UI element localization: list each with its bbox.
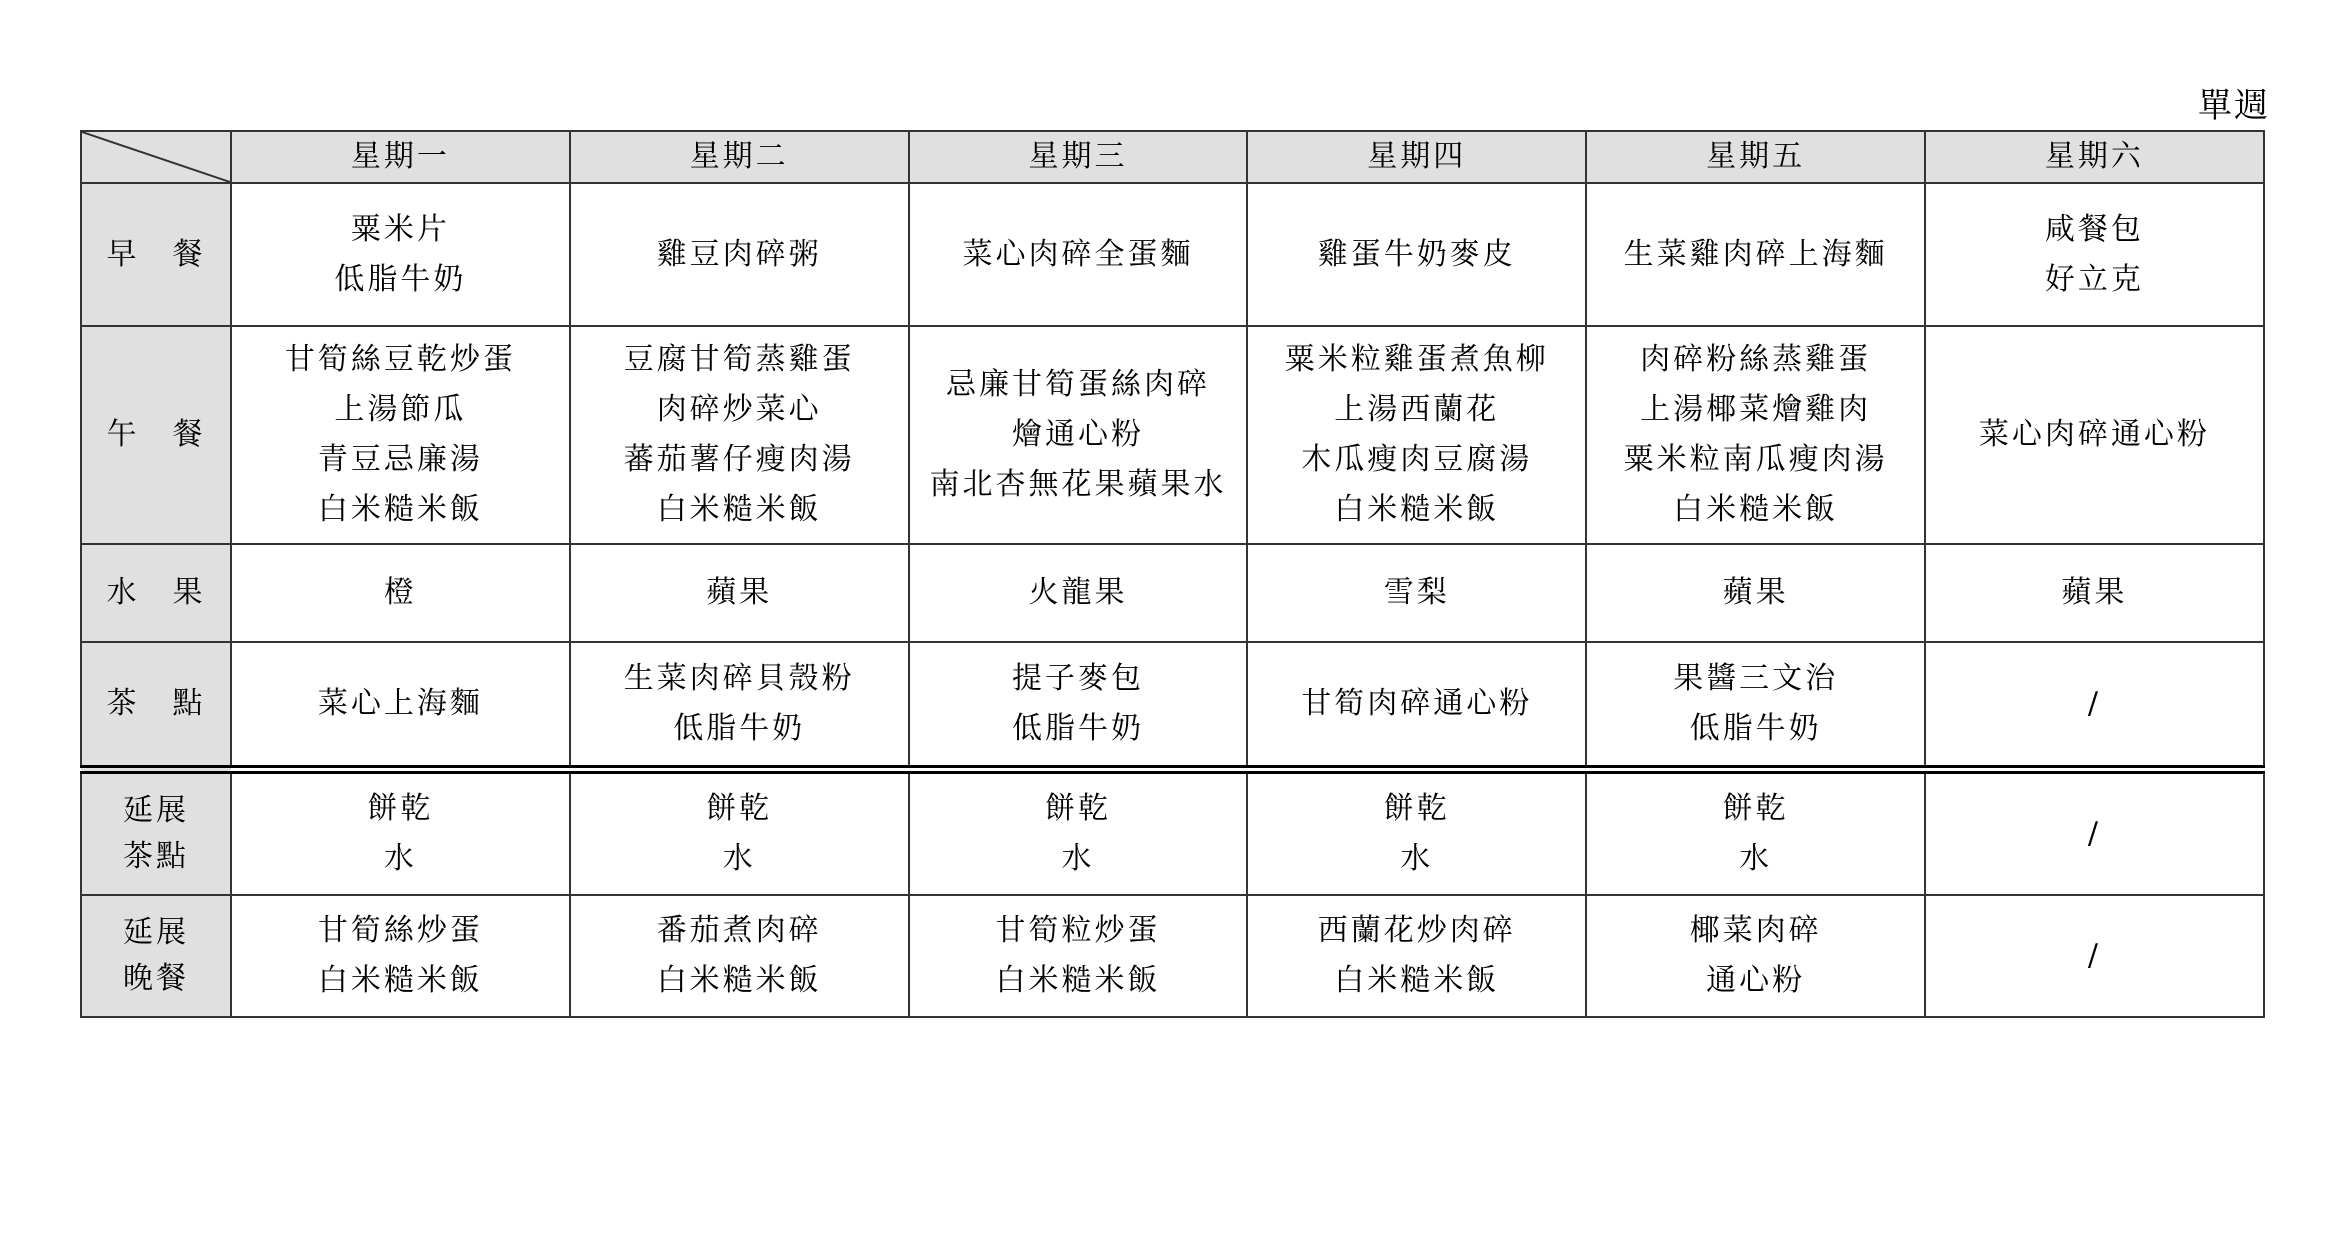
menu-item: 白米糙米飯 — [656, 492, 822, 527]
menu-cell-extended-tea-wed — [909, 770, 1248, 896]
menu-item: 椰菜肉碎 — [1689, 913, 1822, 948]
menu-cell-extended-dinner-tue — [570, 895, 909, 1017]
menu-item: 蘋果 — [706, 575, 773, 610]
menu-item: 提子麥包 — [1011, 661, 1144, 696]
row-label-fruit — [81, 544, 231, 642]
menu-item: 白米糙米飯 — [317, 492, 483, 527]
menu-cell-lunch-tue — [570, 326, 909, 544]
menu-cell-extended-dinner-sat — [1925, 895, 2264, 1017]
menu-item: / — [2087, 686, 2101, 721]
menu-item: 菜心肉碎全蛋麵 — [962, 236, 1194, 272]
menu-item: 低脂牛奶 — [1689, 711, 1822, 746]
row-label-extended-tea — [81, 770, 231, 896]
menu-item: 蕃茄薯仔瘦肉湯 — [623, 442, 855, 477]
menu-item: 咸餐包 — [2044, 211, 2144, 247]
row-label-lunch — [81, 326, 231, 544]
day-header-tue: 星期二 — [570, 131, 909, 183]
menu-cell-fruit-wed — [909, 544, 1248, 642]
menu-item: 南北杏無花果蘋果水 — [929, 467, 1227, 502]
menu-cell-extended-tea-tue — [570, 770, 909, 896]
menu-item: 雞豆肉碎粥 — [656, 236, 822, 272]
menu-item: 豆腐甘筍蒸雞蛋 — [623, 342, 855, 377]
row-label-line: 茶 點 — [106, 686, 206, 721]
menu-item: 水 — [383, 841, 417, 876]
row-label-line: 午 餐 — [106, 417, 206, 452]
meal-row-breakfast — [81, 183, 2264, 326]
menu-item: 菜心肉碎通心粉 — [1978, 417, 2210, 452]
menu-cell-extended-tea-sat — [1925, 770, 2264, 896]
menu-cell-breakfast-sat — [1925, 183, 2264, 326]
menu-item: 甘筍絲豆乾炒蛋 — [284, 342, 516, 377]
meal-row-tea — [81, 642, 2264, 770]
menu-cell-lunch-thu — [1247, 326, 1586, 544]
menu-item: 肉碎炒菜心 — [656, 392, 822, 427]
menu-item: 白米糙米飯 — [1334, 492, 1500, 527]
menu-item: 火龍果 — [1028, 575, 1128, 610]
menu-item: 白米糙米飯 — [317, 963, 483, 998]
menu-cell-tea-fri — [1586, 642, 1925, 770]
menu-item: 甘筍肉碎通心粉 — [1301, 686, 1533, 721]
menu-item: 白米糙米飯 — [1334, 963, 1500, 998]
menu-cell-tea-thu — [1247, 642, 1586, 770]
menu-item: 白米糙米飯 — [656, 963, 822, 998]
menu-item: 橙 — [383, 575, 417, 610]
menu-cell-lunch-wed — [909, 326, 1248, 544]
menu-item: 餅乾 — [1044, 791, 1111, 826]
menu-item: / — [2087, 816, 2101, 851]
menu-cell-breakfast-mon — [231, 183, 570, 326]
row-label-tea — [81, 642, 231, 770]
menu-item: 忌廉甘筍蛋絲肉碎 — [945, 367, 1210, 402]
menu-cell-extended-dinner-thu — [1247, 895, 1586, 1017]
row-label-line: 茶點 — [123, 839, 189, 874]
row-label-breakfast — [81, 183, 231, 326]
meal-row-extended-dinner — [81, 895, 2264, 1017]
menu-item: 甘筍粒炒蛋 — [995, 913, 1161, 948]
menu-cell-extended-tea-mon — [231, 770, 570, 896]
menu-item: 粟米片 — [350, 211, 450, 247]
menu-item: 水 — [1400, 841, 1434, 876]
meal-row-fruit — [81, 544, 2264, 642]
menu-item: 白米糙米飯 — [1673, 492, 1839, 527]
menu-item: 蘋果 — [2061, 575, 2128, 610]
menu-item: 上湯椰菜燴雞肉 — [1640, 392, 1872, 427]
row-label-line: 延展 — [123, 793, 189, 828]
menu-cell-breakfast-thu — [1247, 183, 1586, 326]
menu-item: 甘筍絲炒蛋 — [317, 913, 483, 948]
menu-cell-extended-dinner-wed — [909, 895, 1248, 1017]
row-label-line: 水 果 — [106, 575, 206, 610]
menu-item: 蘋果 — [1722, 575, 1789, 610]
menu-item: 餅乾 — [1722, 791, 1789, 826]
menu-cell-fruit-tue — [570, 544, 909, 642]
menu-cell-lunch-sat — [1925, 326, 2264, 544]
meal-row-extended-tea — [81, 770, 2264, 896]
menu-cell-tea-sat — [1925, 642, 2264, 770]
menu-item: 好立克 — [2044, 261, 2144, 297]
menu-cell-breakfast-wed — [909, 183, 1248, 326]
menu-item: 西蘭花炒肉碎 — [1317, 913, 1516, 948]
menu-item: 餅乾 — [1383, 791, 1450, 826]
day-header-thu: 星期四 — [1247, 131, 1586, 183]
corner-cell — [81, 131, 231, 183]
menu-item: 餅乾 — [706, 791, 773, 826]
menu-item: 餅乾 — [367, 791, 434, 826]
day-header-mon: 星期一 — [231, 131, 570, 183]
menu-item: / — [2087, 938, 2101, 973]
menu-item: 雪梨 — [1383, 575, 1450, 610]
menu-item: 青豆忌廉湯 — [317, 442, 483, 477]
menu-item: 水 — [1061, 841, 1095, 876]
day-header-wed: 星期三 — [909, 131, 1248, 183]
menu-item: 水 — [722, 841, 756, 876]
menu-cell-lunch-fri — [1586, 326, 1925, 544]
menu-cell-tea-tue — [570, 642, 909, 770]
menu-cell-extended-dinner-fri — [1586, 895, 1925, 1017]
menu-cell-extended-tea-thu — [1247, 770, 1586, 896]
menu-cell-extended-dinner-mon — [231, 895, 570, 1017]
menu-cell-fruit-thu — [1247, 544, 1586, 642]
menu-cell-fruit-sat — [1925, 544, 2264, 642]
menu-item: 果醬三文治 — [1673, 661, 1839, 696]
menu-item: 粟米粒雞蛋煮魚柳 — [1284, 342, 1549, 377]
day-header-sat: 星期六 — [1925, 131, 2264, 183]
menu-item: 木瓜瘦肉豆腐湯 — [1301, 442, 1533, 477]
meal-row-lunch — [81, 326, 2264, 544]
row-label-extended-dinner — [81, 895, 231, 1017]
menu-cell-lunch-mon — [231, 326, 570, 544]
menu-cell-breakfast-fri — [1586, 183, 1925, 326]
menu-item: 肉碎粉絲蒸雞蛋 — [1640, 342, 1872, 377]
menu-cell-tea-mon — [231, 642, 570, 770]
row-label-line: 晚餐 — [123, 961, 189, 996]
menu-cell-fruit-fri — [1586, 544, 1925, 642]
menu-item: 番茄煮肉碎 — [656, 913, 822, 948]
menu-item: 粟米粒南瓜瘦肉湯 — [1623, 442, 1888, 477]
row-label-line: 早 餐 — [106, 236, 206, 272]
menu-item: 低脂牛奶 — [1011, 711, 1144, 746]
menu-cell-breakfast-tue — [570, 183, 909, 326]
weekly-menu-table — [80, 130, 2265, 1018]
menu-cell-fruit-mon — [231, 544, 570, 642]
diagonal-divider — [82, 132, 230, 182]
menu-item: 上湯節瓜 — [334, 392, 467, 427]
row-label-line: 延展 — [123, 915, 189, 950]
menu-item: 生菜雞肉碎上海麵 — [1623, 236, 1888, 272]
menu-item: 雞蛋牛奶麥皮 — [1317, 236, 1516, 272]
menu-item: 生菜肉碎貝殼粉 — [623, 661, 855, 696]
menu-cell-extended-tea-fri — [1586, 770, 1925, 896]
menu-item: 低脂牛奶 — [334, 261, 467, 297]
menu-item: 燴通心粉 — [1011, 417, 1144, 452]
day-header-fri: 星期五 — [1586, 131, 1925, 183]
menu-item: 菜心上海麵 — [317, 686, 483, 721]
menu-item: 水 — [1739, 841, 1773, 876]
menu-cell-tea-wed — [909, 642, 1248, 770]
header-row — [81, 131, 2264, 183]
menu-item: 低脂牛奶 — [673, 711, 806, 746]
menu-item: 通心粉 — [1706, 963, 1806, 998]
menu-item: 白米糙米飯 — [995, 963, 1161, 998]
menu-item: 上湯西蘭花 — [1334, 392, 1500, 427]
week-label: 單週 — [2198, 86, 2270, 126]
